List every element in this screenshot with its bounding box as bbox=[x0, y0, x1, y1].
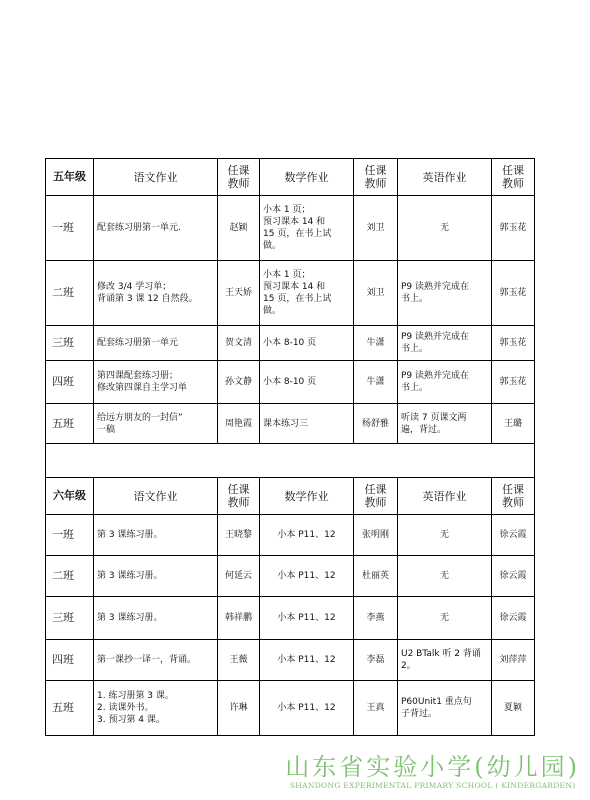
english-homework-line: 书上。 bbox=[401, 344, 429, 354]
school-watermark-logo bbox=[285, 753, 580, 790]
chinese-homework bbox=[94, 361, 218, 404]
english-teacher: 王璐 bbox=[492, 404, 535, 444]
chinese-teacher: 王晓黎 bbox=[218, 515, 260, 556]
math-homework bbox=[260, 681, 354, 736]
header-row bbox=[46, 159, 535, 196]
chinese-homework-line: 背诵第 3 课 12 自然段。 bbox=[97, 294, 198, 304]
table-row bbox=[46, 261, 535, 326]
math-teacher: 杨舒雅 bbox=[354, 404, 398, 444]
class-name: 五班 bbox=[46, 681, 94, 736]
math-teacher: 李燕 bbox=[354, 597, 398, 640]
english-homework bbox=[398, 196, 492, 261]
class-name: 三班 bbox=[46, 326, 94, 361]
english-homework bbox=[398, 261, 492, 326]
english-homework-line: U2 BTalk 听 2 背诵 bbox=[401, 649, 481, 659]
math-teacher: 张明刚 bbox=[354, 515, 398, 556]
english-teacher: 徐云霞 bbox=[492, 597, 535, 640]
english-homework-line: 书上。 bbox=[401, 294, 429, 304]
english-homework-line: 无 bbox=[439, 223, 449, 233]
chinese-homework-line: 配套练习册第一单元 bbox=[97, 338, 179, 348]
header-chinese: 语文作业 bbox=[94, 159, 218, 196]
math-homework bbox=[260, 326, 354, 361]
math-homework-line: 15 页，在书上试 bbox=[263, 229, 332, 239]
english-teacher: 郭玉花 bbox=[492, 261, 535, 326]
chinese-teacher: 何延云 bbox=[218, 556, 260, 597]
chinese-homework bbox=[94, 196, 218, 261]
chinese-homework bbox=[94, 261, 218, 326]
math-homework bbox=[260, 640, 354, 681]
english-homework-line: 无 bbox=[439, 613, 449, 623]
english-homework bbox=[398, 515, 492, 556]
class-name: 一班 bbox=[46, 196, 94, 261]
watermark-title: 山东省实验小学(幼儿园) bbox=[285, 753, 580, 781]
math-homework-line: 小本 1 页； bbox=[263, 205, 311, 215]
class-name: 四班 bbox=[46, 640, 94, 681]
chinese-homework-line: 一稿 bbox=[97, 424, 116, 435]
english-homework-line: 无 bbox=[439, 571, 449, 581]
math-homework-line: 预习课本 14 和 bbox=[263, 282, 326, 292]
math-homework bbox=[260, 196, 354, 261]
math-teacher: 牛潇 bbox=[354, 361, 398, 404]
chinese-teacher: 王天娇 bbox=[218, 261, 260, 326]
math-homework-line: 小本 8-10 页 bbox=[263, 377, 317, 387]
english-teacher: 徐云霞 bbox=[492, 556, 535, 597]
chinese-teacher: 孙文静 bbox=[218, 361, 260, 404]
math-homework bbox=[260, 361, 354, 404]
header-teacher1: 任课教师 bbox=[218, 478, 260, 515]
class-name: 五班 bbox=[46, 404, 94, 444]
table-spacer bbox=[45, 430, 535, 477]
math-teacher: 牛潇 bbox=[354, 326, 398, 361]
table-row bbox=[46, 640, 535, 681]
chinese-teacher: 许琳 bbox=[218, 681, 260, 736]
chinese-homework-line: 给远方朋友的一封信” bbox=[97, 412, 183, 423]
table-row bbox=[46, 196, 535, 261]
math-homework-line: 小本 P11、12 bbox=[277, 571, 336, 581]
header-teacher2: 任课教师 bbox=[354, 478, 398, 515]
math-homework-line: 15 页，在书上试 bbox=[263, 294, 332, 304]
chinese-homework bbox=[94, 556, 218, 597]
table-row bbox=[46, 361, 535, 404]
header-teacher2: 任课教师 bbox=[354, 159, 398, 196]
table-row bbox=[46, 556, 535, 597]
chinese-homework-line: 第四课配套练习册； bbox=[97, 371, 179, 381]
english-homework-line: P9 读熟并完成在 bbox=[401, 371, 470, 381]
chinese-homework-line: 配套练习册第一单元. bbox=[97, 223, 181, 233]
header-teacher1: 任课教师 bbox=[218, 159, 260, 196]
english-homework-line: 2。 bbox=[401, 661, 416, 671]
english-teacher: 徐云霞 bbox=[492, 515, 535, 556]
english-homework-line: P9 读熟并完成在 bbox=[401, 332, 470, 342]
math-teacher: 杜丽英 bbox=[354, 556, 398, 597]
chinese-homework-line: 第一课抄一译一，背诵。 bbox=[97, 655, 197, 665]
english-homework bbox=[398, 681, 492, 736]
chinese-teacher: 赵颖 bbox=[218, 196, 260, 261]
header-english: 英语作业 bbox=[398, 159, 492, 196]
english-homework bbox=[398, 361, 492, 404]
class-name: 二班 bbox=[46, 261, 94, 326]
english-teacher: 郭玉花 bbox=[492, 196, 535, 261]
english-homework-line: 子背过。 bbox=[401, 709, 438, 719]
chinese-homework bbox=[94, 681, 218, 736]
header-row bbox=[46, 478, 535, 515]
english-homework-line: 遍，背过。 bbox=[401, 424, 447, 435]
chinese-teacher: 周艳霞 bbox=[218, 404, 260, 444]
math-homework-line: 做。 bbox=[263, 241, 282, 251]
table-row bbox=[46, 597, 535, 640]
english-teacher: 郭玉花 bbox=[492, 326, 535, 361]
chinese-teacher: 韩祥鹏 bbox=[218, 597, 260, 640]
class-name: 二班 bbox=[46, 556, 94, 597]
english-homework bbox=[398, 640, 492, 681]
english-homework-line: 书上。 bbox=[401, 383, 429, 393]
math-homework bbox=[260, 556, 354, 597]
header-math: 数学作业 bbox=[260, 159, 354, 196]
math-homework bbox=[260, 597, 354, 640]
chinese-homework bbox=[94, 326, 218, 361]
math-teacher: 李磊 bbox=[354, 640, 398, 681]
table-row bbox=[46, 326, 535, 361]
class-name: 一班 bbox=[46, 515, 94, 556]
math-homework bbox=[260, 261, 354, 326]
chinese-homework bbox=[94, 640, 218, 681]
math-homework-line: 小本 P11、12 bbox=[277, 703, 336, 713]
english-teacher: 郭玉花 bbox=[492, 361, 535, 404]
english-teacher: 刘萍萍 bbox=[492, 640, 535, 681]
chinese-homework-line: 修改 3/4 学习单； bbox=[97, 282, 172, 292]
english-homework-line: P9 读熟并完成在 bbox=[401, 282, 470, 292]
english-homework bbox=[398, 556, 492, 597]
math-homework-line: 小本 8-10 页 bbox=[263, 338, 317, 348]
header-chinese: 语文作业 bbox=[94, 478, 218, 515]
math-teacher: 王真 bbox=[354, 681, 398, 736]
chinese-homework-line: 第 3 课练习册。 bbox=[97, 571, 163, 581]
math-homework-line: 小本 P11、12 bbox=[277, 613, 336, 623]
math-homework bbox=[260, 515, 354, 556]
chinese-homework bbox=[94, 597, 218, 640]
header-english: 英语作业 bbox=[398, 478, 492, 515]
english-homework bbox=[398, 597, 492, 640]
table-row bbox=[46, 681, 535, 736]
chinese-homework-line: 第 3 课练习册。 bbox=[97, 613, 163, 623]
header-grade: 五年级 bbox=[46, 159, 94, 196]
class-name: 三班 bbox=[46, 597, 94, 640]
grade5-homework-table bbox=[45, 158, 535, 444]
header-teacher3: 任课教师 bbox=[492, 159, 535, 196]
chinese-teacher: 王薇 bbox=[218, 640, 260, 681]
chinese-homework-line: 3. 预习第 4 课。 bbox=[97, 715, 165, 725]
chinese-teacher: 贺文清 bbox=[218, 326, 260, 361]
english-teacher: 夏颖 bbox=[492, 681, 535, 736]
chinese-homework-line: 第 3 课练习册。 bbox=[97, 530, 163, 540]
english-homework bbox=[398, 326, 492, 361]
chinese-homework-line: 1. 练习册第 3 课。 bbox=[97, 691, 174, 701]
header-grade: 六年级 bbox=[46, 478, 94, 515]
header-math: 数学作业 bbox=[260, 478, 354, 515]
watermark-subtitle: SHANDONG EXPERIMENTAL PRIMARY SCHOOL ( KINDERGARDEN) bbox=[289, 781, 576, 790]
chinese-homework-line: 修改第四课自主学习单 bbox=[97, 383, 188, 393]
math-homework-line: 课本练习三 bbox=[263, 418, 309, 429]
chinese-homework-line: 2. 读课外书。 bbox=[97, 703, 154, 713]
chinese-homework bbox=[94, 515, 218, 556]
grade6-homework-table bbox=[45, 477, 535, 736]
math-homework-line: 小本 P11、12 bbox=[277, 530, 336, 540]
english-homework-line: P60Unit1 重点句 bbox=[401, 697, 472, 707]
math-teacher: 刘卫 bbox=[354, 196, 398, 261]
english-homework-line: 听读 7 页课文两 bbox=[401, 412, 467, 423]
math-teacher: 刘卫 bbox=[354, 261, 398, 326]
math-homework-line: 小本 P11、12 bbox=[277, 655, 336, 665]
math-homework-line: 小本 1 页； bbox=[263, 270, 311, 280]
table-row bbox=[46, 515, 535, 556]
math-homework-line: 预习课本 14 和 bbox=[263, 217, 326, 227]
english-homework-line: 无 bbox=[439, 530, 449, 540]
header-teacher3: 任课教师 bbox=[492, 478, 535, 515]
math-homework-line: 做。 bbox=[263, 306, 282, 316]
class-name: 四班 bbox=[46, 361, 94, 404]
